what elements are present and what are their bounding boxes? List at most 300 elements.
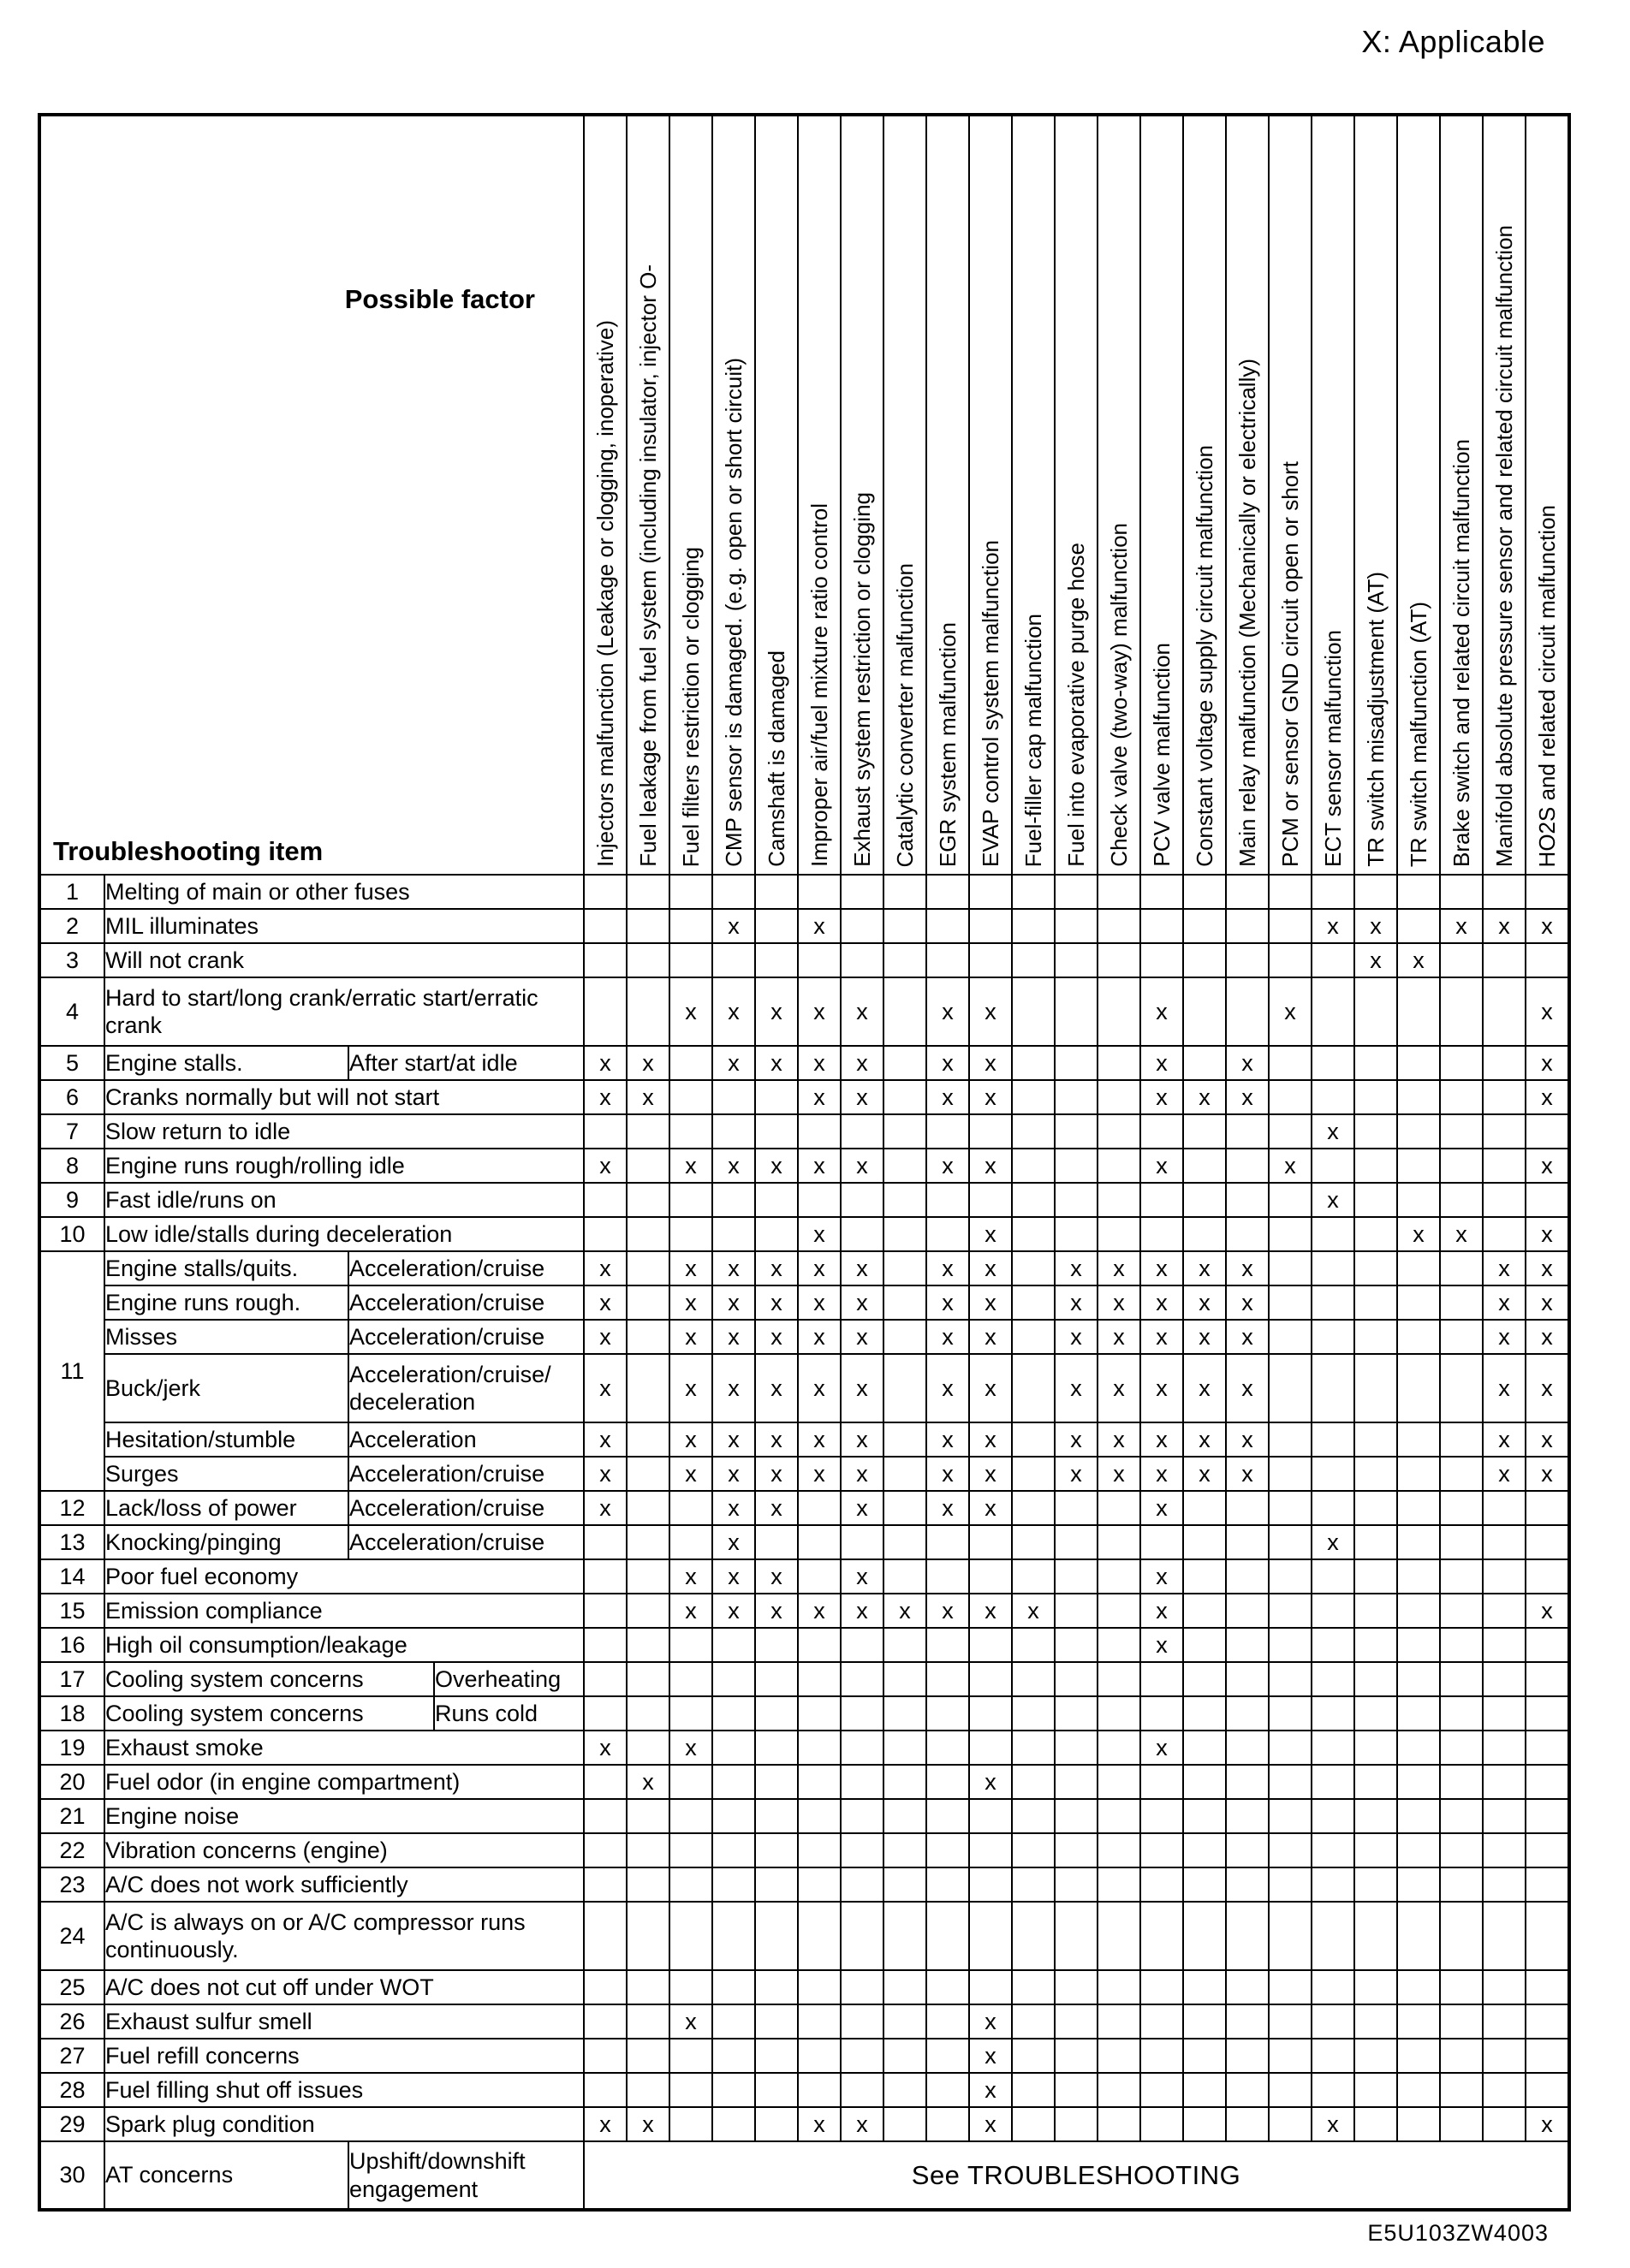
mark-cell: x	[584, 1731, 627, 1765]
factor-header	[1183, 115, 1226, 875]
mark-cell	[1012, 1525, 1055, 1559]
mark-cell	[1526, 1970, 1569, 2004]
mark-cell	[1354, 977, 1397, 1046]
mark-cell: x	[1183, 1422, 1226, 1457]
mark-cell	[627, 1183, 669, 1217]
mark-cell	[755, 2073, 798, 2107]
factor-header-label: CMP sensor is damaged. (e.g. open or short circuit)	[721, 358, 747, 867]
mark-cell	[1440, 1731, 1483, 1765]
mark-cell	[1526, 1902, 1569, 1970]
row-item-label: Exhaust smoke	[104, 1731, 584, 1765]
mark-cell: x	[1440, 909, 1483, 943]
mark-cell	[1098, 1114, 1140, 1149]
mark-cell	[1483, 1902, 1526, 1970]
mark-cell	[1397, 2073, 1440, 2107]
mark-cell	[1183, 1662, 1226, 1696]
table-row	[39, 1970, 1569, 2004]
row-number: 27	[39, 2039, 104, 2073]
mark-cell	[883, 1320, 926, 1354]
mark-cell	[1269, 1696, 1312, 1731]
row-item-label: AT concerns	[104, 2141, 348, 2210]
mark-cell	[1526, 1799, 1569, 1833]
mark-cell	[1269, 1970, 1312, 2004]
mark-cell	[669, 1696, 712, 1731]
mark-cell	[1183, 1628, 1226, 1662]
mark-cell	[841, 2004, 883, 2039]
mark-cell	[1098, 1559, 1140, 1594]
mark-cell	[1354, 1183, 1397, 1217]
mark-cell: x	[1140, 1285, 1183, 1320]
row-condition-label: Acceleration/​cruise	[348, 1320, 584, 1354]
mark-cell	[1012, 1559, 1055, 1594]
mark-cell	[1483, 1183, 1526, 1217]
mark-cell	[669, 1217, 712, 1251]
mark-cell	[1397, 1594, 1440, 1628]
mark-cell	[926, 2039, 969, 2073]
mark-cell	[1526, 1867, 1569, 1902]
mark-cell	[1269, 1080, 1312, 1114]
mark-cell	[1098, 1970, 1140, 2004]
mark-cell: x	[755, 1457, 798, 1491]
mark-cell	[1440, 943, 1483, 977]
mark-cell	[755, 943, 798, 977]
mark-cell	[1397, 909, 1440, 943]
mark-cell: x	[1483, 1457, 1526, 1491]
mark-cell	[1098, 1491, 1140, 1525]
mark-cell	[1269, 1114, 1312, 1149]
mark-cell	[1226, 1970, 1269, 2004]
mark-cell: x	[841, 2107, 883, 2141]
mark-cell	[1140, 1833, 1183, 1867]
factor-header-label: HO2S and related circuit malfunction	[1534, 504, 1560, 867]
row-item-label: Engine noise	[104, 1799, 584, 1833]
mark-cell	[1055, 943, 1098, 977]
mark-cell	[1312, 1046, 1354, 1080]
possible-factor-label: Possible factor	[344, 284, 535, 314]
mark-cell: x	[969, 2004, 1012, 2039]
mark-cell	[1140, 1799, 1183, 1833]
mark-cell: x	[755, 1320, 798, 1354]
row-number: 14	[39, 1559, 104, 1594]
mark-cell	[584, 1765, 627, 1799]
mark-cell	[841, 1114, 883, 1149]
mark-cell	[1269, 1594, 1312, 1628]
mark-cell	[1440, 1628, 1483, 1662]
mark-cell	[1012, 1183, 1055, 1217]
row-number: 3	[39, 943, 104, 977]
mark-cell	[1140, 943, 1183, 977]
mark-cell	[1055, 977, 1098, 1046]
mark-cell	[1483, 1731, 1526, 1765]
mark-cell: x	[841, 1457, 883, 1491]
row-item-label: A/C does not work sufficiently	[104, 1867, 584, 1902]
row-item-label: Engine stalls/quits.	[104, 1251, 348, 1285]
mark-cell: x	[1055, 1354, 1098, 1422]
mark-cell	[1354, 1114, 1397, 1149]
mark-cell	[1312, 1080, 1354, 1114]
mark-cell	[1055, 1149, 1098, 1183]
mark-cell	[712, 1867, 755, 1902]
mark-cell	[841, 1970, 883, 2004]
mark-cell	[1226, 1217, 1269, 1251]
mark-cell: x	[1269, 1149, 1312, 1183]
row-item-label: Knocking/pinging	[104, 1525, 348, 1559]
mark-cell	[1269, 1320, 1312, 1354]
mark-cell	[1226, 909, 1269, 943]
mark-cell: x	[841, 977, 883, 1046]
mark-cell	[1012, 1799, 1055, 1833]
mark-cell	[1012, 1970, 1055, 2004]
mark-cell	[1526, 1491, 1569, 1525]
table-row	[39, 1354, 1569, 1422]
mark-cell: x	[669, 1320, 712, 1354]
row-number: 6	[39, 1080, 104, 1114]
mark-cell	[1312, 1902, 1354, 1970]
mark-cell	[926, 1902, 969, 1970]
mark-cell	[712, 1970, 755, 2004]
mark-cell: x	[969, 1251, 1012, 1285]
factor-header-label: TR switch malfunction (AT)	[1406, 601, 1431, 867]
mark-cell	[712, 1217, 755, 1251]
mark-cell	[1055, 2107, 1098, 2141]
factor-header	[1483, 115, 1526, 875]
mark-cell: x	[798, 1251, 841, 1285]
factor-header-row	[39, 115, 1569, 875]
mark-cell: x	[1526, 1285, 1569, 1320]
mark-cell	[584, 2004, 627, 2039]
row-item-label: Fuel filling shut off issues	[104, 2073, 584, 2107]
mark-cell	[1226, 1799, 1269, 1833]
mark-cell	[755, 2107, 798, 2141]
row-item-label: Spark plug condition	[104, 2107, 584, 2141]
mark-cell	[1269, 1628, 1312, 1662]
mark-cell: x	[584, 1251, 627, 1285]
mark-cell: x	[584, 1354, 627, 1422]
table-row	[39, 1251, 1569, 1285]
mark-cell	[1440, 2004, 1483, 2039]
mark-cell	[1269, 1833, 1312, 1867]
row-number: 30	[39, 2141, 104, 2210]
mark-cell	[1098, 2073, 1140, 2107]
mark-cell	[1397, 2107, 1440, 2141]
mark-cell	[798, 1696, 841, 1731]
mark-cell: x	[669, 1251, 712, 1285]
mark-cell	[1269, 2004, 1312, 2039]
mark-cell	[883, 1491, 926, 1525]
mark-cell	[883, 1183, 926, 1217]
mark-cell: x	[926, 1046, 969, 1080]
mark-cell	[755, 875, 798, 909]
mark-cell	[1183, 1867, 1226, 1902]
mark-cell: x	[926, 977, 969, 1046]
factor-header-label: Brake switch and related circuit malfunction	[1449, 438, 1474, 867]
mark-cell	[1397, 1902, 1440, 1970]
mark-cell	[669, 1628, 712, 1662]
mark-cell	[1012, 1491, 1055, 1525]
mark-cell: x	[798, 1285, 841, 1320]
mark-cell	[883, 1457, 926, 1491]
mark-cell	[1183, 1594, 1226, 1628]
mark-cell	[627, 875, 669, 909]
mark-cell	[627, 2004, 669, 2039]
mark-cell: x	[1354, 909, 1397, 943]
see-troubleshooting-note: See TROUBLESHOOTING	[584, 2141, 1569, 2210]
row-item-label: Low idle/stalls during deceleration	[104, 1217, 584, 1251]
mark-cell	[926, 2004, 969, 2039]
mark-cell	[1440, 1354, 1483, 1422]
mark-cell	[712, 1080, 755, 1114]
row-condition-label: Acceleration	[348, 1422, 584, 1457]
mark-cell	[1269, 1799, 1312, 1833]
mark-cell	[1012, 1354, 1055, 1422]
mark-cell: x	[1526, 1251, 1569, 1285]
mark-cell	[798, 2039, 841, 2073]
mark-cell	[1397, 1080, 1440, 1114]
table-row	[39, 1457, 1569, 1491]
mark-cell	[755, 1080, 798, 1114]
mark-cell	[1483, 1628, 1526, 1662]
corner-cell	[39, 115, 584, 875]
mark-cell	[627, 1833, 669, 1867]
table-row	[39, 1902, 1569, 1970]
mark-cell	[712, 1902, 755, 1970]
mark-cell	[1012, 1320, 1055, 1354]
mark-cell	[1354, 1559, 1397, 1594]
mark-cell	[1012, 1422, 1055, 1457]
mark-cell	[1269, 1183, 1312, 1217]
mark-cell	[1226, 1765, 1269, 1799]
factor-header	[584, 115, 627, 875]
mark-cell: x	[841, 1149, 883, 1183]
mark-cell: x	[1312, 2107, 1354, 2141]
mark-cell	[1098, 1183, 1140, 1217]
mark-cell	[1440, 1696, 1483, 1731]
mark-cell	[1397, 977, 1440, 1046]
mark-cell	[1440, 1491, 1483, 1525]
mark-cell	[926, 2107, 969, 2141]
mark-cell: x	[712, 1320, 755, 1354]
mark-cell: x	[969, 1422, 1012, 1457]
mark-cell	[883, 1765, 926, 1799]
mark-cell	[1354, 1525, 1397, 1559]
mark-cell	[1397, 1457, 1440, 1491]
mark-cell	[1183, 1765, 1226, 1799]
row-number: 28	[39, 2073, 104, 2107]
mark-cell: x	[1140, 1354, 1183, 1422]
mark-cell: x	[1526, 1149, 1569, 1183]
mark-cell	[1440, 2039, 1483, 2073]
mark-cell	[1226, 1559, 1269, 1594]
mark-cell	[669, 2107, 712, 2141]
mark-cell: x	[798, 2107, 841, 2141]
mark-cell: x	[755, 1149, 798, 1183]
mark-cell: x	[584, 1422, 627, 1457]
mark-cell: x	[1526, 1457, 1569, 1491]
troubleshooting-matrix	[38, 113, 1571, 2212]
mark-cell	[1354, 1080, 1397, 1114]
factor-header	[1012, 115, 1055, 875]
factor-header-label: Exhaust system restriction or clogging	[849, 492, 875, 867]
mark-cell	[1312, 2004, 1354, 2039]
factor-header-label: Manifold absolute pressure sensor and related circuit malfunction	[1491, 224, 1517, 867]
mark-cell	[755, 1696, 798, 1731]
mark-cell	[1354, 1765, 1397, 1799]
mark-cell	[969, 1696, 1012, 1731]
mark-cell	[1012, 2039, 1055, 2073]
mark-cell	[1354, 1867, 1397, 1902]
mark-cell: x	[969, 2073, 1012, 2107]
mark-cell: x	[669, 1559, 712, 1594]
mark-cell	[1140, 1696, 1183, 1731]
mark-cell: x	[1140, 1149, 1183, 1183]
mark-cell	[1526, 2073, 1569, 2107]
mark-cell	[1140, 875, 1183, 909]
mark-cell	[1183, 1149, 1226, 1183]
row-number: 18	[39, 1696, 104, 1731]
mark-cell	[1397, 1970, 1440, 2004]
mark-cell: x	[755, 1285, 798, 1320]
mark-cell	[1226, 2004, 1269, 2039]
factor-header-label: Fuel into evaporative purge hose	[1063, 543, 1089, 867]
table-row	[39, 909, 1569, 943]
mark-cell	[841, 875, 883, 909]
mark-cell	[1312, 1765, 1354, 1799]
mark-cell	[969, 909, 1012, 943]
mark-cell	[969, 1731, 1012, 1765]
mark-cell	[883, 1149, 926, 1183]
mark-cell: x	[841, 1080, 883, 1114]
mark-cell	[1397, 1559, 1440, 1594]
mark-cell	[584, 1799, 627, 1833]
mark-cell	[1098, 909, 1140, 943]
mark-cell	[1098, 2039, 1140, 2073]
mark-cell	[712, 875, 755, 909]
mark-cell	[1312, 1217, 1354, 1251]
mark-cell	[1226, 1628, 1269, 1662]
mark-cell	[1397, 1422, 1440, 1457]
mark-cell	[1397, 1525, 1440, 1559]
mark-cell	[627, 943, 669, 977]
factor-header	[841, 115, 883, 875]
mark-cell: x	[669, 1422, 712, 1457]
table-row	[39, 943, 1569, 977]
factor-header	[1098, 115, 1140, 875]
mark-cell	[926, 943, 969, 977]
mark-cell	[841, 1217, 883, 1251]
row-condition-label: Acceleration/​cruise/​deceleration	[348, 1354, 584, 1422]
mark-cell	[584, 1114, 627, 1149]
mark-cell	[1269, 909, 1312, 943]
mark-cell: x	[1098, 1320, 1140, 1354]
factor-header-label: PCM or sensor GND circuit open or short	[1277, 461, 1303, 867]
mark-cell	[669, 1046, 712, 1080]
mark-cell: x	[798, 1457, 841, 1491]
mark-cell: x	[1183, 1285, 1226, 1320]
mark-cell	[1226, 1662, 1269, 1696]
mark-cell	[1397, 1628, 1440, 1662]
mark-cell	[883, 2039, 926, 2073]
mark-cell: x	[1526, 1217, 1569, 1251]
row-condition-label: Upshift/​downshift engagement	[348, 2141, 584, 2210]
row-item-label: Fast idle/runs on	[104, 1183, 584, 1217]
mark-cell: x	[926, 1285, 969, 1320]
table-row	[39, 1080, 1569, 1114]
mark-cell: x	[755, 1354, 798, 1422]
table-row	[39, 1525, 1569, 1559]
mark-cell	[1440, 1902, 1483, 1970]
mark-cell: x	[712, 1525, 755, 1559]
row-condition-label: Acceleration/​cruise	[348, 1525, 584, 1559]
mark-cell	[1483, 1491, 1526, 1525]
mark-cell	[1526, 2004, 1569, 2039]
mark-cell: x	[1483, 1320, 1526, 1354]
mark-cell	[1098, 1731, 1140, 1765]
mark-cell: x	[926, 1457, 969, 1491]
mark-cell	[841, 909, 883, 943]
mark-cell	[1483, 1046, 1526, 1080]
mark-cell	[1012, 1765, 1055, 1799]
mark-cell	[798, 1731, 841, 1765]
mark-cell	[798, 1491, 841, 1525]
mark-cell	[926, 1662, 969, 1696]
mark-cell	[1183, 1902, 1226, 1970]
mark-cell	[584, 1183, 627, 1217]
mark-cell: x	[1140, 1320, 1183, 1354]
mark-cell: x	[1140, 1594, 1183, 1628]
factor-header-label: ECT sensor malfunction	[1320, 630, 1346, 867]
mark-cell	[1483, 1525, 1526, 1559]
mark-cell	[883, 1251, 926, 1285]
mark-cell	[1012, 1457, 1055, 1491]
mark-cell	[627, 1731, 669, 1765]
mark-cell: x	[926, 1422, 969, 1457]
mark-cell	[669, 1765, 712, 1799]
mark-cell	[1397, 1799, 1440, 1833]
row-item-label: Engine runs rough/rolling idle	[104, 1149, 584, 1183]
mark-cell	[1098, 977, 1140, 1046]
mark-cell	[798, 943, 841, 977]
mark-cell	[1012, 1731, 1055, 1765]
mark-cell	[1098, 1628, 1140, 1662]
mark-cell: x	[669, 1731, 712, 1765]
table-row	[39, 2073, 1569, 2107]
mark-cell	[1483, 1594, 1526, 1628]
mark-cell: x	[798, 977, 841, 1046]
mark-cell	[1397, 1491, 1440, 1525]
row-number: 29	[39, 2107, 104, 2141]
mark-cell: x	[969, 1320, 1012, 1354]
mark-cell	[1354, 1662, 1397, 1696]
mark-cell	[755, 1902, 798, 1970]
mark-cell	[1354, 1354, 1397, 1422]
mark-cell	[1269, 1251, 1312, 1285]
mark-cell	[1483, 1217, 1526, 1251]
mark-cell	[1440, 1970, 1483, 2004]
mark-cell	[1397, 1731, 1440, 1765]
mark-cell	[627, 1902, 669, 1970]
table-row	[39, 1491, 1569, 1525]
mark-cell: x	[841, 1422, 883, 1457]
row-item-label: Surges	[104, 1457, 348, 1491]
mark-cell: x	[1226, 1320, 1269, 1354]
mark-cell	[1312, 1320, 1354, 1354]
mark-cell: x	[627, 1765, 669, 1799]
factor-header	[883, 115, 926, 875]
mark-cell	[584, 1662, 627, 1696]
mark-cell	[1012, 1833, 1055, 1867]
row-number: 7	[39, 1114, 104, 1149]
mark-cell	[969, 1662, 1012, 1696]
